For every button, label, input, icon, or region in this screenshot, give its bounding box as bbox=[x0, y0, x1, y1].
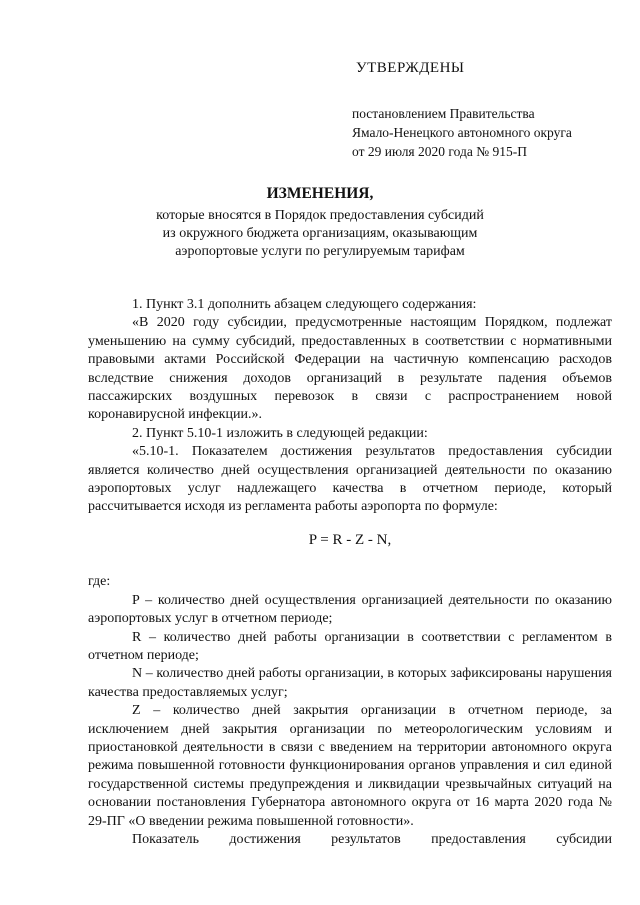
definition-n: N – количество дней работы организации, в которых зафиксированы нарушения качества предоставляемых услуг; bbox=[88, 666, 612, 700]
subtitle-line: которые вносятся в Порядок предоставления субсидий bbox=[156, 208, 484, 223]
definition-z: Z – количество дней закрытия организации в отчетном периоде, за исключением дней закрытия организации по метеорологическим условиям и приостановкой деятельности в связи с введением на территории автономного округа режима повышенной готовности функционирования органов управления и сил единой государственной системы предупреждения и ликвидации чрезвычайных ситуаций на основании постановления Губернатора автономного округа от 16 марта 2020 года № 29-ПГ «О введении режима повышенной готовности». bbox=[88, 703, 612, 829]
decree-line: от 29 июля 2020 года № 915-П bbox=[352, 144, 527, 159]
document-body bbox=[88, 296, 612, 849]
subtitle-line: аэропортовые услуги по регулируемым тарифам bbox=[175, 244, 465, 259]
paragraph-1: 1. Пункт 3.1 дополнить абзацем следующего содержания: bbox=[132, 297, 477, 312]
definition-p: P – количество дней осуществления организацией деятельности по оказанию аэропортовых услуг в отчетном периоде; bbox=[88, 592, 612, 627]
definition-r: R – количество дней работы организации в соответствии с регламентом в отчетном периоде; bbox=[88, 629, 612, 663]
decree-reference bbox=[352, 104, 612, 161]
formula: P = R - Z - N, bbox=[308, 531, 392, 548]
paragraph-4: «5.10-1. Показателем достижения результатов предоставления субсидии является количество дней осуществления организацией деятельности по оказанию аэропортовых услуг надлежащего качества в отчетном периоде, который рассчитывается исходя из регламента работы аэропорта по формуле: bbox=[88, 444, 612, 515]
where-label: где: bbox=[88, 574, 111, 590]
decree-line: Ямало-Ненецкого автономного округа bbox=[352, 125, 572, 140]
document-title: ИЗМЕНЕНИЯ, bbox=[266, 185, 374, 202]
paragraph-2: «В 2020 году субсидии, предусмотренные настоящим Порядком, подлежат уменьшению на сумму субсидий, предоставленных в соответствии с нормативными правовыми актами Российской Федерации на частичную компенсацию расходов вследствие снижения доходов организаций в результате падения объемов пассажирских воздушных перевозок в связи с распространением новой коронавирусной инфекции.». bbox=[88, 315, 612, 423]
document-subtitle bbox=[120, 207, 520, 261]
approved-heading: УТВЕРЖДЕНЫ bbox=[356, 60, 465, 76]
paragraph-3: 2. Пункт 5.10-1 изложить в следующей редакции: bbox=[132, 425, 428, 441]
decree-line: постановлением Правительства bbox=[352, 106, 535, 121]
paragraph-last: Показатель достижения результатов предоставления субсидии bbox=[132, 831, 612, 847]
subtitle-line: из окружного бюджета организациям, оказывающим bbox=[162, 226, 478, 241]
